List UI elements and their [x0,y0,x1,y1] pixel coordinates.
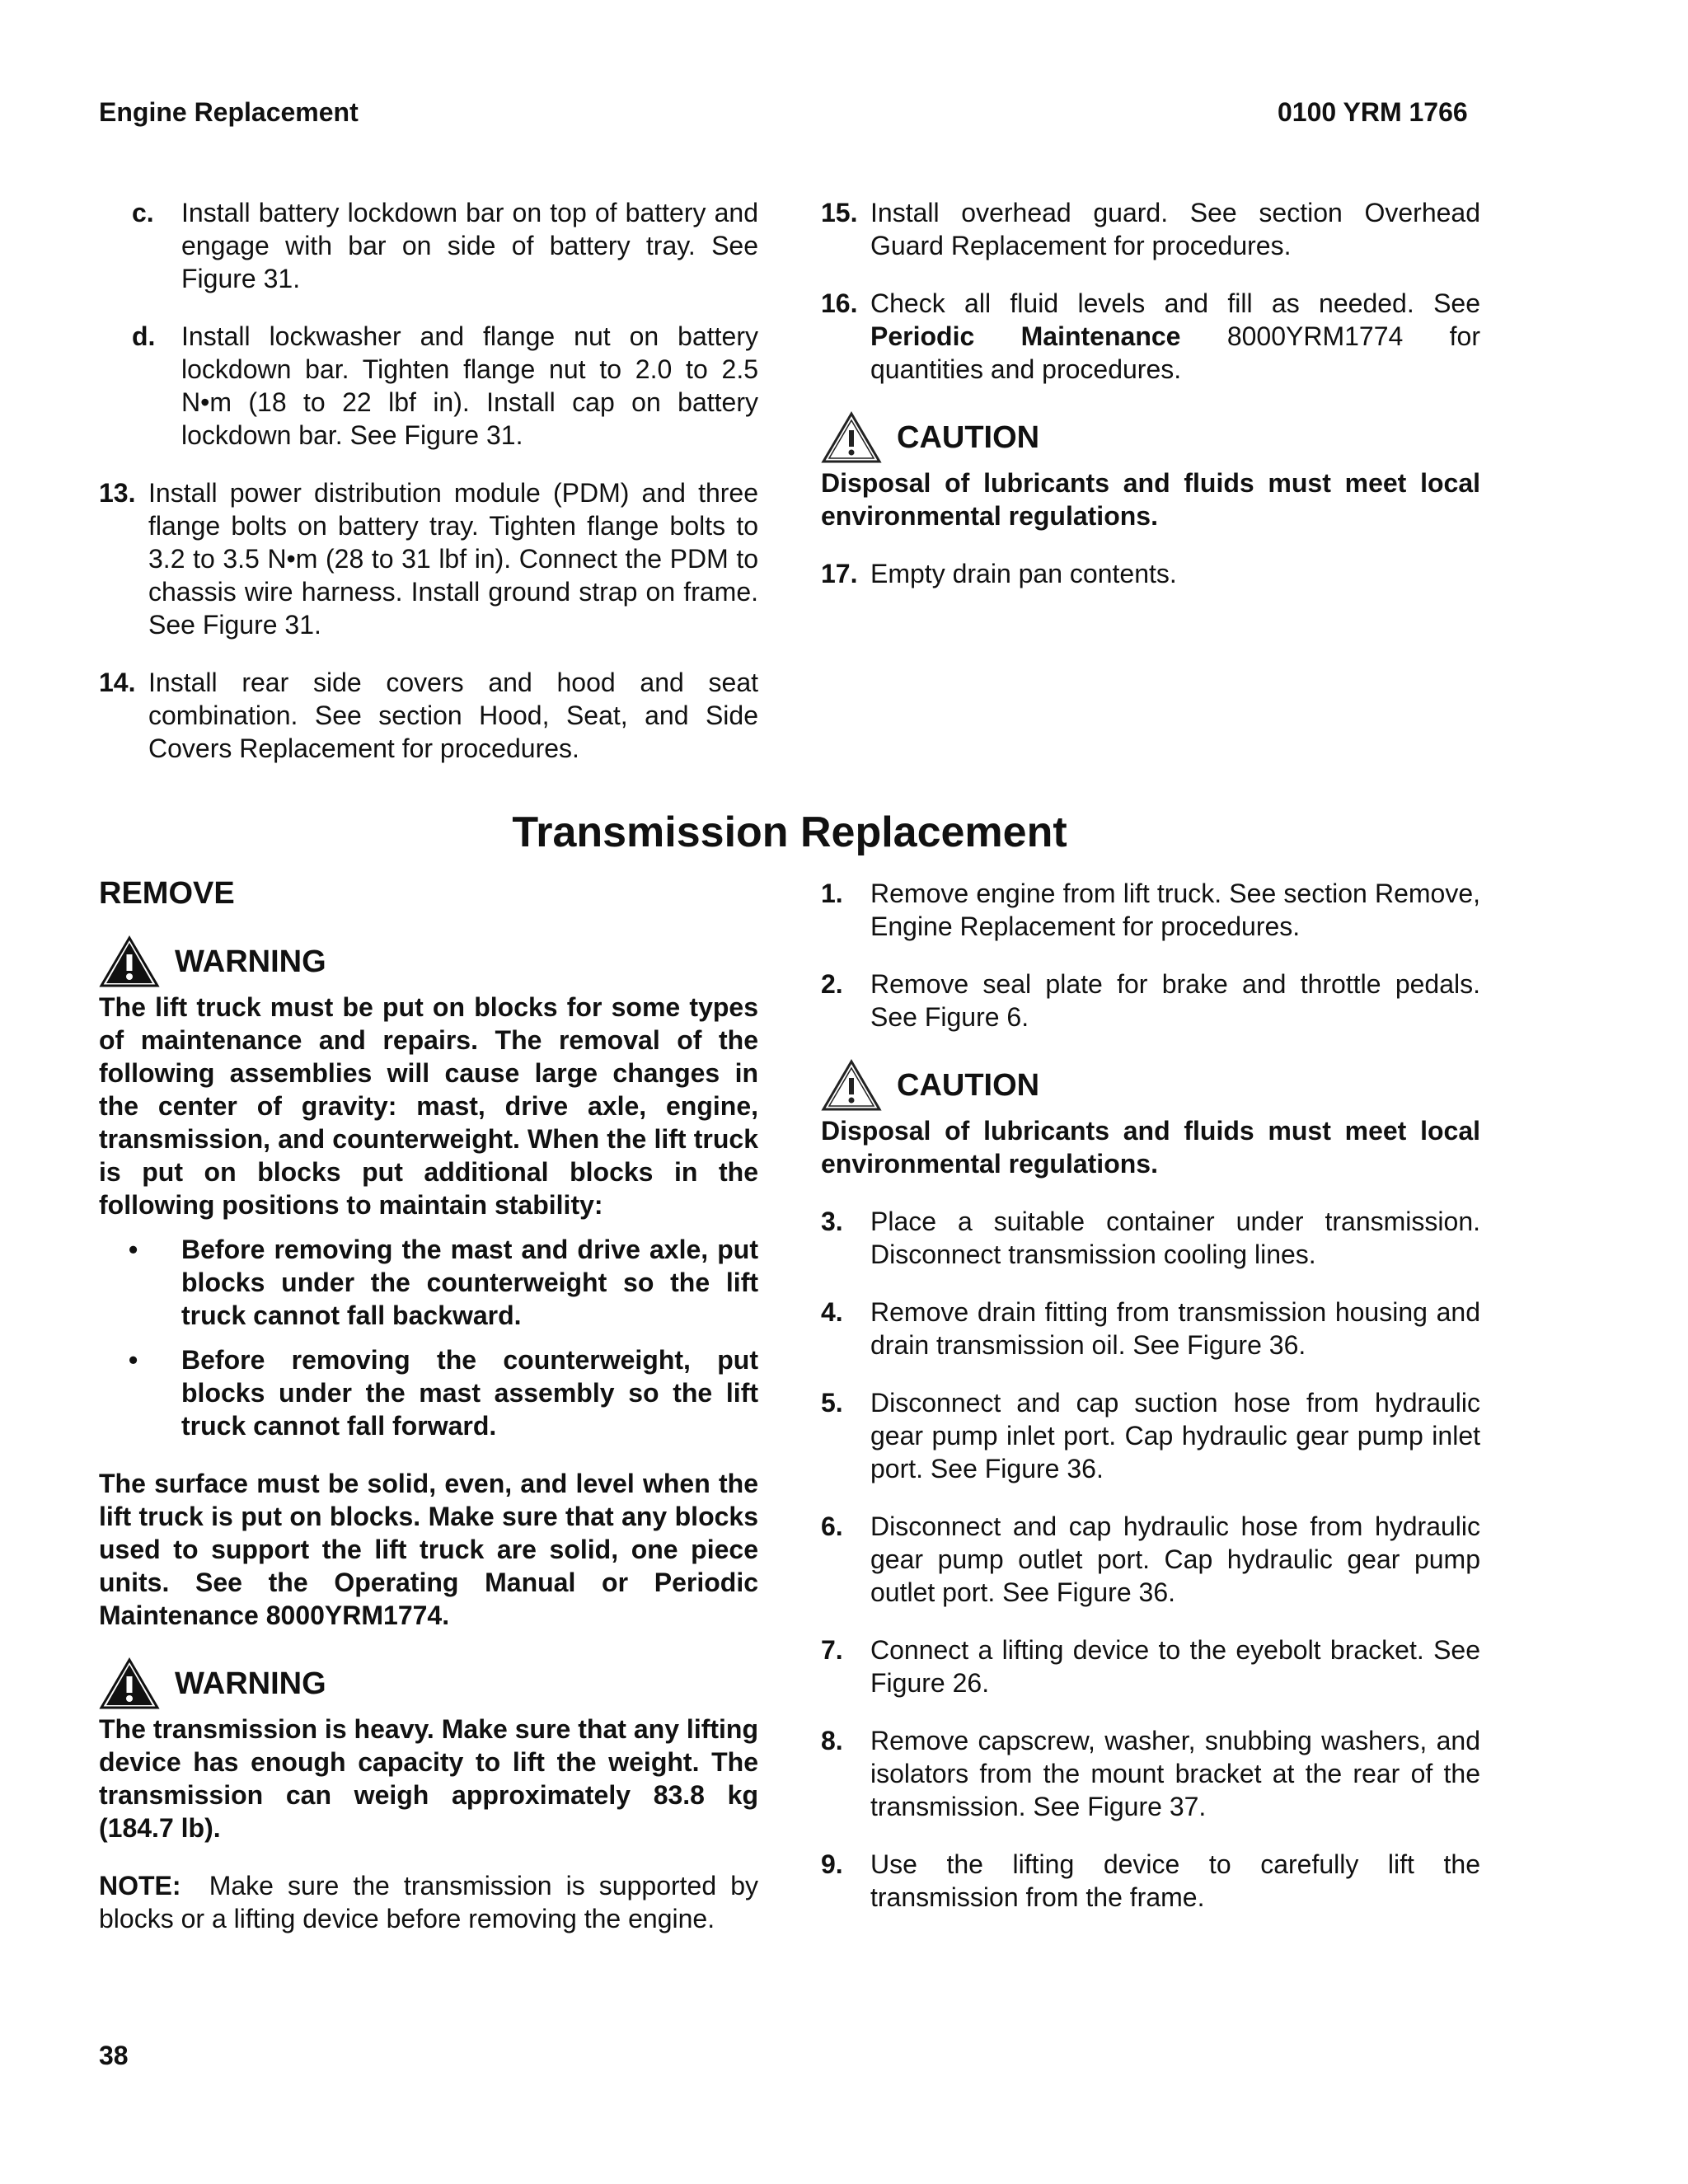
step-text: Empty drain pan contents. [870,559,1177,588]
caution-heading [821,410,1480,465]
bullet-icon: • [129,1345,138,1375]
step-marker: 4. [821,1297,843,1327]
caution-heading [821,1058,1480,1113]
step-marker: 8. [821,1726,843,1755]
step-8 [821,1724,1480,1823]
warning-text-2: The surface must be solid, even, and level when the lift truck is put on blocks. Make sure that any blocks used to support the lift truck are solid, one piece units. See the Operating Manual or Periodic Maintenance 8000YRM1774. [99,1469,758,1630]
step-15 [821,196,1480,262]
warning-heading [99,935,758,989]
step-marker: 2. [821,969,843,999]
step-17 [821,557,1480,590]
step-text: Disconnect and cap hydraulic hose from hydraulic gear pump outlet port. Cap hydraulic gear pump outlet port. See Figure 36. [870,1511,1480,1607]
caution-label: CAUTION [897,420,1040,455]
step-text: Use the lifting device to carefully lift the transmission from the frame. [870,1849,1480,1912]
step-text: Remove seal plate for brake and throttle pedals. See Figure 6. [870,969,1480,1032]
step-text: Install rear side covers and hood and seat combination. See section Hood, Seat, and Side Covers Replacement for procedures. [148,668,758,763]
step-16 [821,287,1480,386]
caution-label: CAUTION [897,1068,1040,1103]
step-marker: 6. [821,1511,843,1541]
warning-label: WARNING [175,944,326,979]
step-1 [821,877,1480,943]
substep-c [99,196,758,295]
step-3 [821,1205,1480,1271]
step-5 [821,1386,1480,1485]
caution-text: Disposal of lubricants and fluids must meet local environmental regulations. [821,1116,1480,1179]
caution-text: Disposal of lubricants and fluids must meet local environmental regulations. [821,468,1480,531]
bullet-icon: • [129,1235,138,1264]
note-text: Make sure the transmission is supported by blocks or a lifting device before removing the engine. [99,1871,758,1933]
bullet-text: Before removing the mast and drive axle, put blocks under the counterweight so the lift truck cannot fall backward. [181,1235,758,1330]
warning-bullet [99,1343,758,1442]
substep-marker: d. [132,321,156,351]
step-marker: 16. [821,288,858,318]
warning-text: The transmission is heavy. Make sure that any lifting device has enough capacity to lift the weight. The transmission can weigh approximately 83.8 kg (184.7 lb). [99,1714,758,1843]
step-text [870,287,1480,386]
step-marker: 1. [821,879,843,908]
manual-reference: Periodic Maintenance [870,321,1181,351]
step-marker: 13. [99,478,136,508]
step-text: Install overhead guard. See section Overhead Guard Replacement for procedures. [870,198,1480,260]
top-right-column [821,196,1480,615]
substep-d [99,320,758,452]
step-text: Connect a lifting device to the eyebolt bracket. See Figure 26. [870,1635,1480,1698]
step-text: Remove drain fitting from transmission housing and drain transmission oil. See Figure 36. [870,1297,1480,1360]
step-2 [821,968,1480,1033]
step-marker: 17. [821,559,858,588]
step-marker: 9. [821,1849,843,1879]
caution-triangle-icon [821,1058,882,1113]
step-marker: 7. [821,1635,843,1665]
warning-heading [99,1657,758,1711]
warning-label: WARNING [175,1666,326,1701]
step-13 [99,476,758,641]
step-marker: 14. [99,668,136,697]
step-6 [821,1510,1480,1609]
step-7 [821,1633,1480,1699]
note [99,1869,758,1935]
caution-triangle-icon [821,410,882,465]
step-text-part: Check all fluid levels and fill as needed. See [870,288,1480,318]
step-text-part: 8000YRM1774 for quantities and procedures. [870,321,1480,384]
step-marker: 5. [821,1388,843,1418]
warning-bullet [99,1233,758,1332]
substep-text: Install lockwasher and flange nut on battery lockdown bar. Tighten flange nut to 2.0 to 2.5 N•m (18 to 22 lbf in). Install cap on battery lockdown bar. See Figure 31. [181,321,758,450]
document-number: 0100 YRM 1766 [1278,97,1468,127]
substep-marker: c. [132,198,154,227]
step-text: Install power distribution module (PDM) and three flange bolts on battery tray. Tighten flange bolts to 3.2 to 3.5 N•m (28 to 31 lbf in). Connect the PDM to chassis wire harness. Install ground strap on frame. See Figure 31. [148,478,758,640]
step-marker: 15. [821,198,858,227]
bullet-text: Before removing the counterweight, put blocks under the mast assembly so the lift truck cannot fall forward. [181,1345,758,1441]
substep-text: Install battery lockdown bar on top of battery and engage with bar on side of battery tray. See Figure 31. [181,198,758,293]
step-text: Remove engine from lift truck. See section Remove, Engine Replacement for procedures. [870,879,1480,941]
step-text: Place a suitable container under transmission. Disconnect transmission cooling lines. [870,1207,1480,1269]
remove-heading: REMOVE [99,876,235,911]
top-left-column [99,196,758,790]
warning-triangle-icon [99,935,160,989]
step-marker: 3. [821,1207,843,1236]
remove-steps-column [821,877,1480,1938]
step-9 [821,1848,1480,1914]
section-title: Transmission Replacement [512,808,1067,856]
page-number: 38 [99,2041,129,2070]
running-header-title: Engine Replacement [99,97,359,127]
step-text: Disconnect and cap suction hose from hydraulic gear pump inlet port. Cap hydraulic gear pump inlet port. See Figure 36. [870,1388,1480,1483]
warning-text: The lift truck must be put on blocks for some types of maintenance and repairs. The removal of the following assemblies will cause large changes in the center of gravity: mast, drive axle, engine, transmission, and counterweight. When the lift truck is put on blocks put additional blocks in the following positions to maintain stability: [99,992,758,1220]
warning-triangle-icon [99,1657,160,1711]
step-4 [821,1296,1480,1361]
remove-column [99,877,758,1935]
step-14 [99,666,758,765]
step-text: Remove capscrew, washer, snubbing washers, and isolators from the mount bracket at the rear of the transmission. See Figure 37. [870,1726,1480,1821]
note-label: NOTE: [99,1871,181,1900]
